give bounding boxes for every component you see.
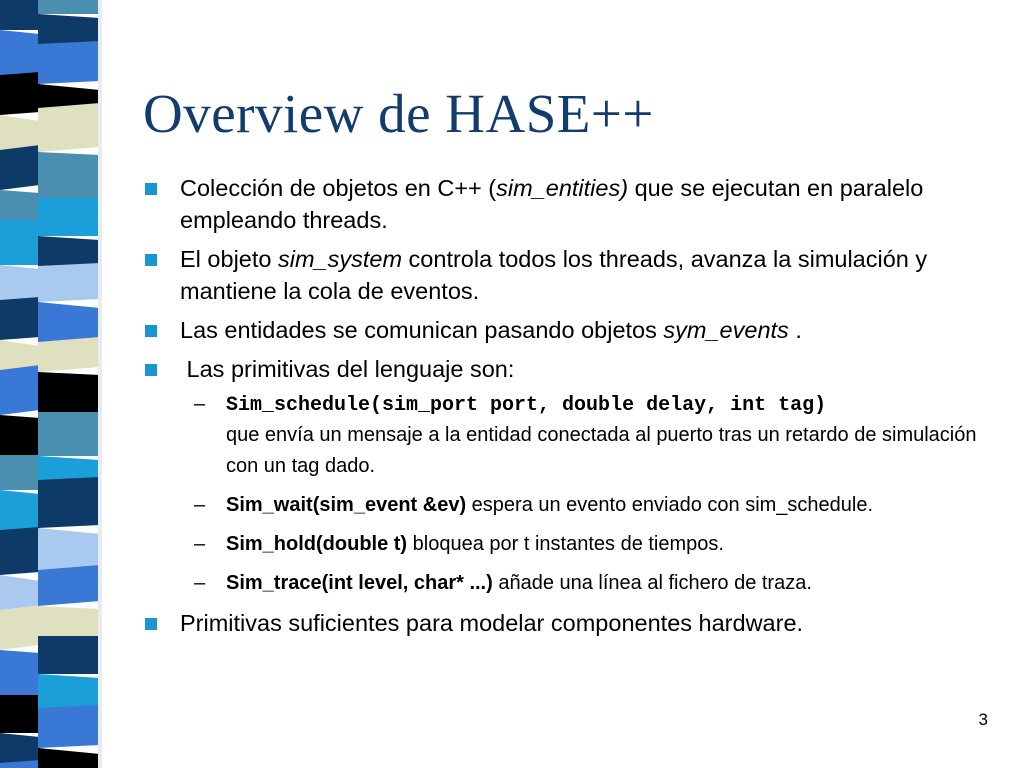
stripe-segment xyxy=(38,152,100,201)
bullet-text-segment: Las primitivas del lenguaje son: xyxy=(180,356,515,382)
bullet-text-italic: sim_system xyxy=(277,246,403,272)
stripe-segment xyxy=(0,605,40,650)
decorative-stripe-bar xyxy=(0,0,118,768)
bullet-item xyxy=(143,353,1003,599)
code-signature: Sim_schedule(sim_port port, double delay, int tag) xyxy=(226,394,827,417)
stripe-segment xyxy=(0,415,40,458)
bullet-text-segment: Las entidades se comunican pasando objetos xyxy=(180,317,664,343)
stripe-segment xyxy=(38,0,100,14)
sub-bullet-item xyxy=(180,568,1003,599)
sub-bullet-list xyxy=(180,389,1003,599)
slide-title: Overview de HASE++ xyxy=(143,83,654,144)
bullet-item xyxy=(143,243,1003,307)
stripe-segment xyxy=(0,190,40,223)
stripe-segment xyxy=(38,198,100,236)
stripe-pattern xyxy=(0,0,118,768)
stripe-segment xyxy=(0,527,40,575)
stripe-segment xyxy=(38,103,100,152)
stripe-segment xyxy=(0,490,40,534)
stripe-segment xyxy=(0,365,40,415)
stripe-segment xyxy=(38,337,100,372)
bullet-list xyxy=(143,172,1003,646)
bullet-text-segment: Primitivas suficientes para modelar componentes hardware. xyxy=(180,610,804,636)
bullet-text-segment: Colección de objetos en C++ ( xyxy=(180,175,497,201)
stripe-segment xyxy=(0,650,40,698)
stripe-segment xyxy=(38,372,100,415)
page-number: 3 xyxy=(978,710,988,729)
stripe-segment xyxy=(0,72,40,115)
stripe-segment xyxy=(38,477,100,528)
square-bullet-icon xyxy=(145,618,157,630)
bullet-text-segment: que se ejecutan en paralelo empleando threads. xyxy=(180,175,924,233)
stripe-segment xyxy=(0,455,40,490)
bullet-text-segment: controla todos los threads, avanza la simulación y mantiene la cola de eventos. xyxy=(180,246,928,304)
sub-bullet-item xyxy=(180,529,1003,560)
stripe-segment xyxy=(38,565,100,606)
bullet-item xyxy=(143,172,1003,236)
sub-bullet-item xyxy=(180,490,1003,521)
stripe-segment xyxy=(38,636,100,674)
stripe-segment xyxy=(0,0,40,30)
sub-bullet-text: añade una línea al fichero de traza. xyxy=(492,572,812,594)
function-name: Sim_trace(int level, char* ...) xyxy=(226,572,493,594)
square-bullet-icon xyxy=(145,183,157,195)
stripe-segment xyxy=(38,412,100,456)
square-bullet-icon xyxy=(145,254,157,266)
square-bullet-icon xyxy=(145,364,157,376)
dash-bullet-icon: – xyxy=(194,494,206,516)
bullet-text-segment: El objeto xyxy=(180,246,278,272)
stripe-segment xyxy=(0,297,40,340)
bullet-item xyxy=(143,314,1003,346)
dash-bullet-icon: – xyxy=(194,572,206,594)
stripe-segment xyxy=(38,263,100,302)
sub-bullet-text: bloquea por t instantes de tiempos. xyxy=(407,533,724,555)
bullet-text-italic: sym_events xyxy=(663,317,789,343)
stripe-segment xyxy=(38,748,100,768)
function-name: Sim_hold(double t) xyxy=(226,533,408,555)
stripe-segment xyxy=(38,705,100,748)
sub-bullet-text: espera un evento enviado con sim_schedule. xyxy=(466,494,874,516)
square-bullet-icon xyxy=(145,325,157,337)
bullet-text-segment: . xyxy=(788,317,802,343)
stripe-segment xyxy=(0,220,40,265)
bullet-text-italic: sim_entities) xyxy=(496,175,629,201)
stripe-segment xyxy=(38,41,100,84)
stripe-edge xyxy=(98,0,102,768)
sub-bullet-text: que envía un mensaje a la entidad conectada al puerto tras un retardo de simulación con un tag dado. xyxy=(226,424,977,477)
dash-bullet-icon: – xyxy=(194,533,206,555)
function-name: Sim_wait(sim_event &ev) xyxy=(226,494,467,516)
stripe-segment xyxy=(38,606,100,639)
bullet-item xyxy=(143,607,1003,639)
sub-bullet-item xyxy=(180,389,1003,482)
dash-bullet-icon: – xyxy=(194,393,206,415)
stripe-segment xyxy=(0,695,40,733)
stripe-segment xyxy=(0,30,40,79)
stripe-segment xyxy=(0,145,40,190)
